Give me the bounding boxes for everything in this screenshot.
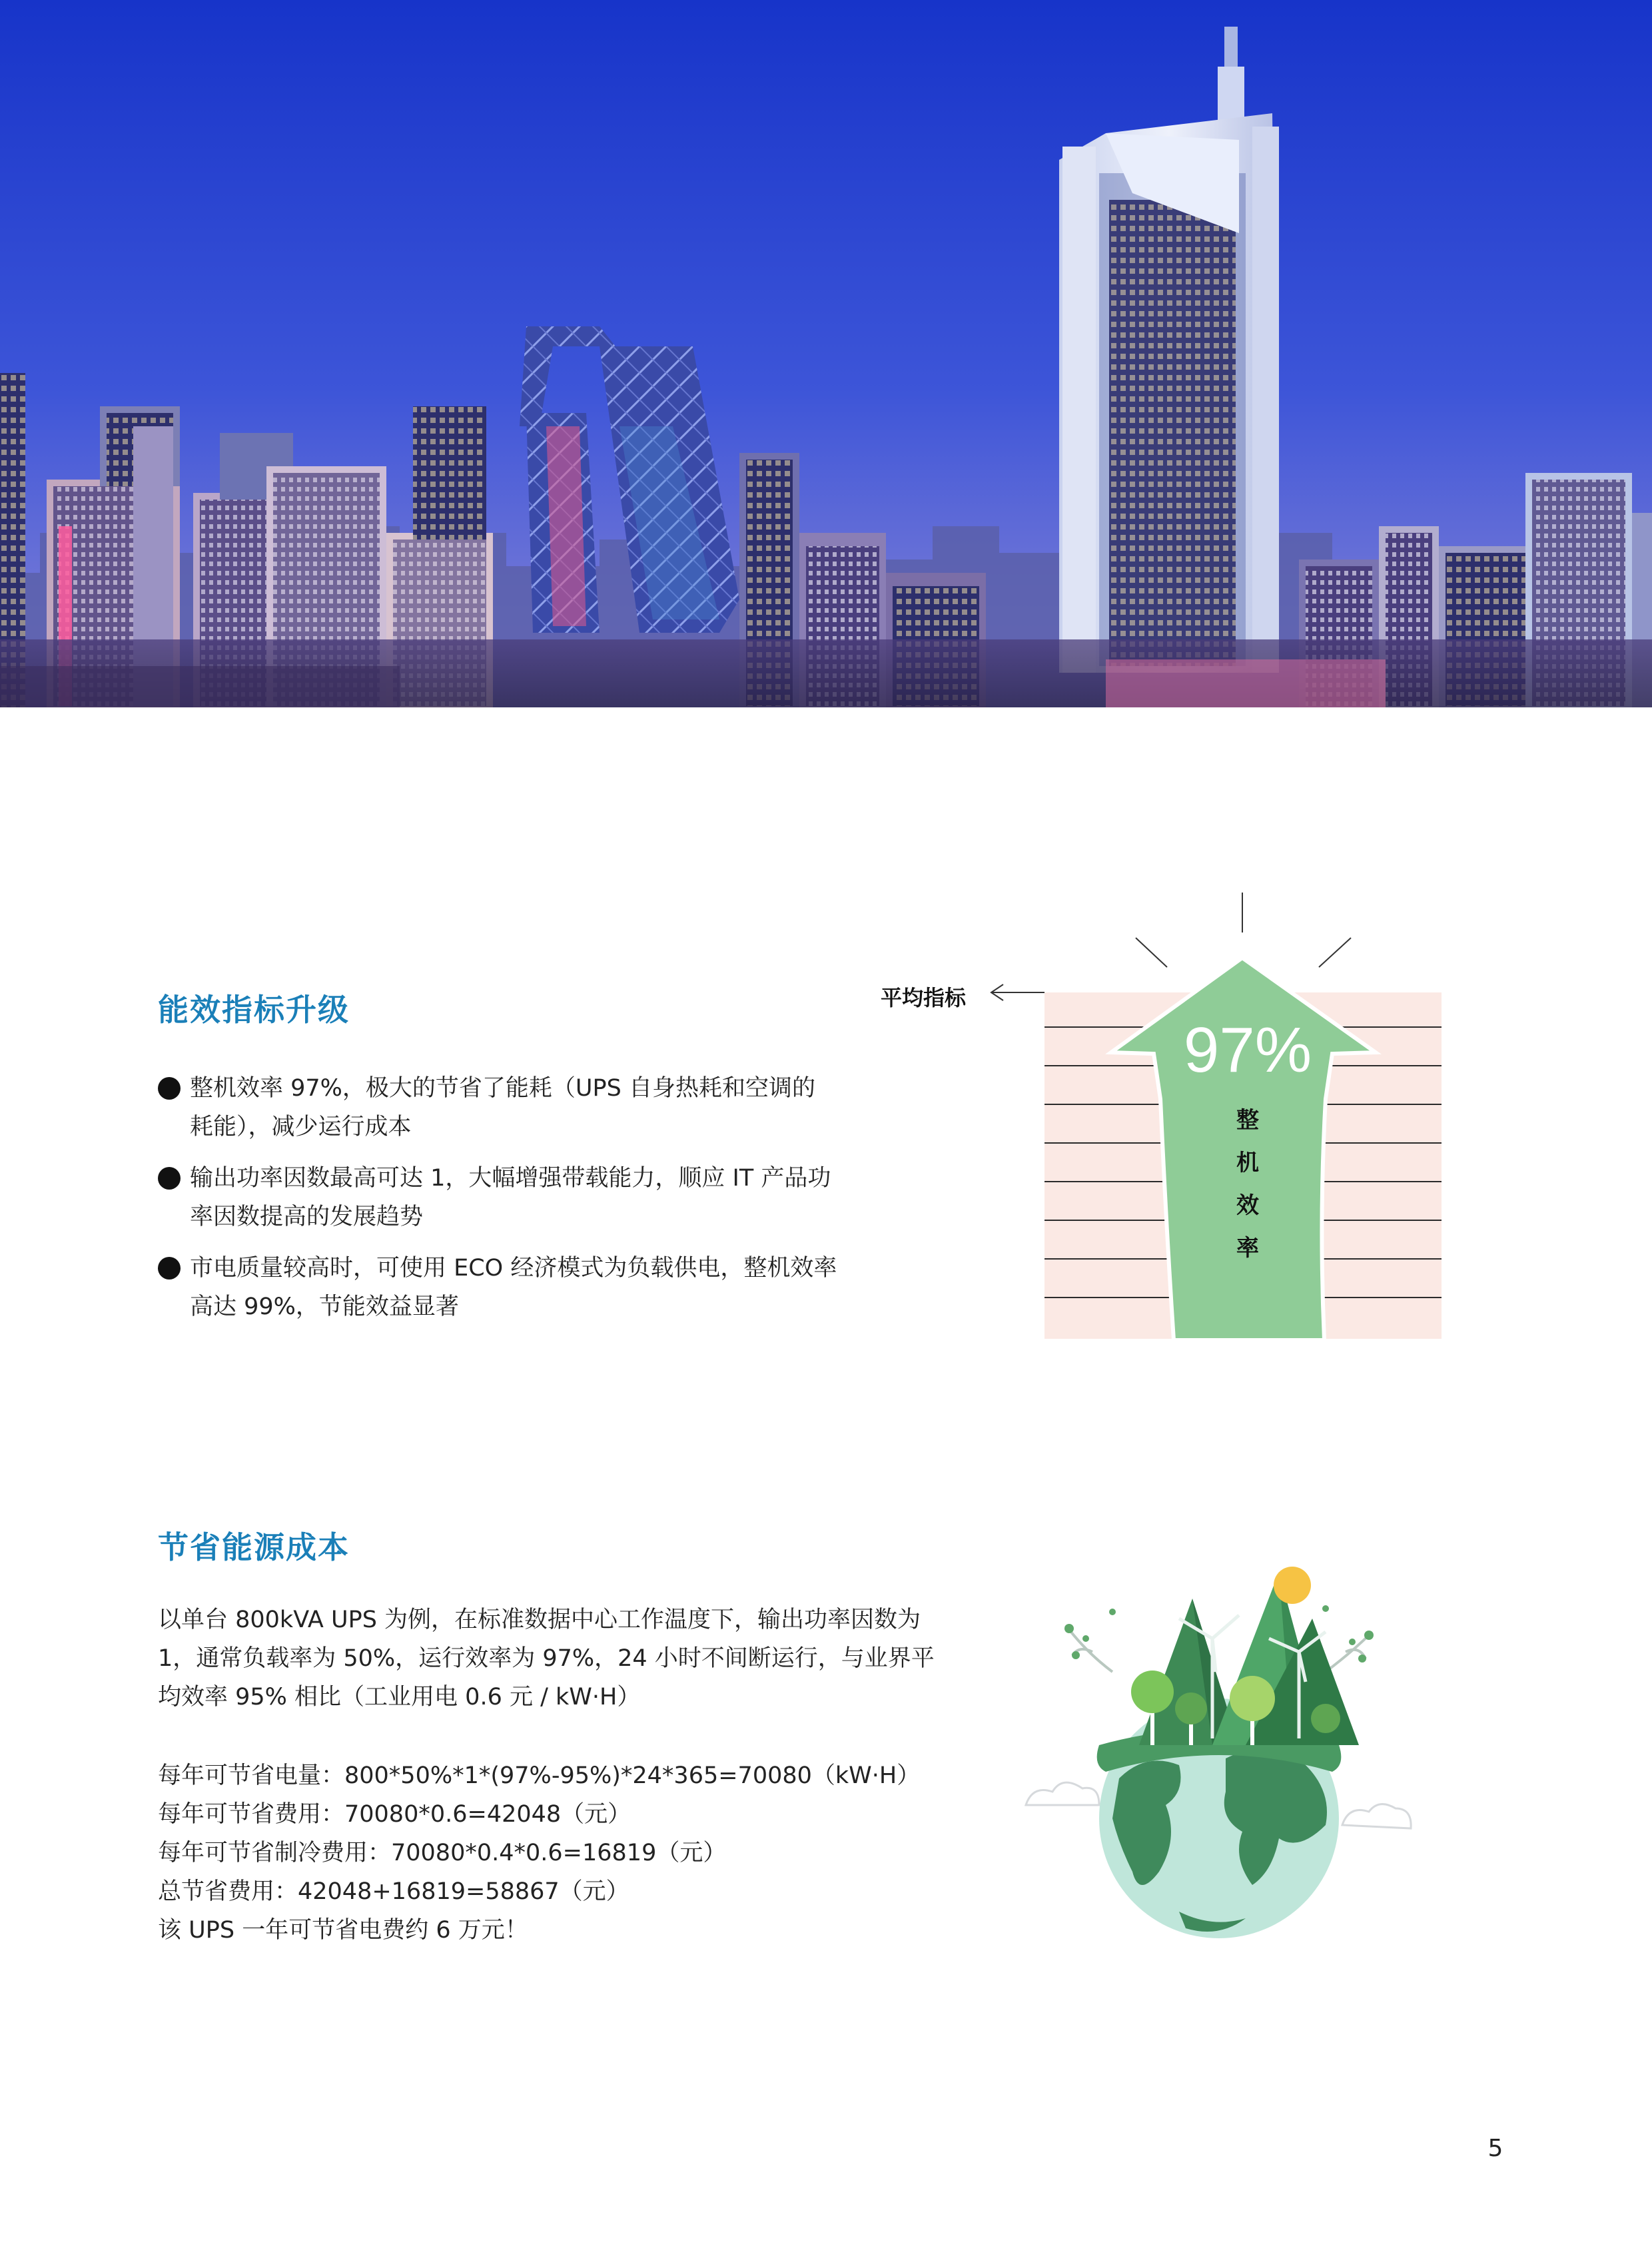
calc-line: 每年可节省制冷费用：70080*0.4*0.6=16819（元）	[158, 1840, 727, 1866]
vertical-char: 整	[1236, 1107, 1259, 1134]
section-title-cost-saving: 节省能源成本	[158, 1529, 350, 1565]
efficiency-vertical-label	[1229, 1099, 1266, 1270]
vertical-char: 率	[1236, 1235, 1259, 1262]
vertical-char: 机	[1236, 1150, 1259, 1176]
vertical-char: 效	[1236, 1192, 1259, 1219]
bullet-dot-icon	[158, 1167, 181, 1190]
efficiency-arrow-icon	[866, 886, 1465, 1365]
bullet-dot-icon	[158, 1077, 181, 1100]
calc-line: 每年可节省电量：800*50%*1*(97%-95%)*24*365=70080（kW·H）	[158, 1762, 921, 1789]
green-earth-icon	[1013, 1539, 1426, 1952]
bullet-text: 输出功率因数最高可达 1，大幅增强带载能力，顺应 IT 产品功率因数提高的发展趋势	[190, 1165, 831, 1230]
calculation-block	[158, 1756, 944, 1950]
list-item	[158, 1159, 837, 1236]
bullet-text: 市电质量较高时，可使用 ECO 经济模式为负载供电，整机效率高达 99%，节能效益显著	[190, 1255, 837, 1320]
calc-line: 该 UPS 一年可节省电费约 6 万元！	[158, 1917, 528, 1944]
cost-intro-paragraph: 以单台 800kVA UPS 为例，在标准数据中心工作温度下，输出功率因数为 1，通常负载率为 50%，运行效率为 97%，24 小时不间断运行，与业界平均效率 95% 相比（工业用电 0.6 元 / kW·H）	[158, 1607, 935, 1710]
average-index-label: 平均指标	[881, 985, 967, 1010]
efficiency-value: 97%	[1183, 1014, 1312, 1086]
bullet-dot-icon	[158, 1257, 181, 1280]
city-skyline-image	[0, 0, 1652, 707]
page-number: 5	[1487, 2135, 1503, 2162]
calc-line: 总节省费用：42048+16819=58867（元）	[158, 1878, 629, 1905]
bullet-text: 整机效率 97%，极大的节省了能耗（UPS 自身热耗和空调的耗能），减少运行成本	[190, 1075, 815, 1140]
section-title-efficiency: 能效指标升级	[158, 992, 350, 1028]
list-item	[158, 1249, 837, 1326]
hero-city-image	[0, 0, 1652, 707]
feature-bullet-list	[158, 1069, 837, 1339]
list-item	[158, 1069, 837, 1146]
calc-line: 每年可节省费用：70080*0.6=42048（元）	[158, 1801, 631, 1828]
